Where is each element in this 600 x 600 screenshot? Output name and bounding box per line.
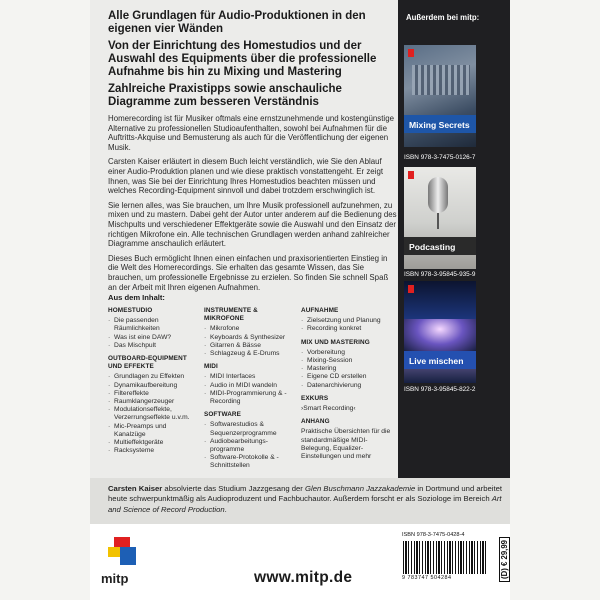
headline-line-1: Alle Grundlagen für Audio-Produktionen in den eigenen vier Wänden (108, 10, 366, 35)
microphone-stand (437, 213, 439, 229)
mixing-desk-image (412, 65, 470, 95)
toc-heading: MIDI (204, 363, 218, 371)
author-bio-part: . (224, 504, 227, 514)
toc-column-1 (108, 307, 198, 460)
toc-list (204, 325, 296, 358)
toc-item: · Modulationseffekte, Verzerrungseffekte u.v.m. (108, 406, 198, 422)
toc-list (108, 373, 198, 455)
toc-item: · Dynamikaufbereitung (108, 382, 198, 390)
author-bio-part: absolvierte das Studium Jazzgesang der (162, 484, 306, 493)
cover-title: Podcasting (409, 242, 456, 252)
toc-heading: MIX UND MASTERING (301, 338, 370, 346)
author-field: Art and Science of Record Production (108, 494, 502, 514)
author-bio-part: in Dortmund und arbeitet heute schwerpunktmäßig als Audioproduzent und Fachbuchautor. Außerdem forscht er als Soziologe im Bereich (108, 484, 503, 504)
toc-item: · Grundlagen zu Effekten (108, 373, 198, 381)
toc-heading: INSTRUMENTE & MIKROFONE (204, 307, 258, 323)
cover-title: Mixing Secrets (409, 120, 470, 130)
paragraph-2: Carsten Kaiser erläutert in diesem Buch leicht verständlich, wie Sie den Ablauf einer Audio-Produktion planen und wie diese praktisch vonstattengeht. Er zeigt Ihnen, was Sie bei der Einrichtung Ihres Homestudios beachten müssen und welches Recording-Equipment sinnvoll und dabei trotzdem erschwinglich ist. (108, 157, 384, 196)
toc-item: · Software-Protokolle & -Schnittstellen (204, 454, 296, 470)
toc-item: · Mikrofone (204, 325, 296, 333)
toc-title: Aus dem Inhalt: (108, 293, 165, 302)
mitp-mini-logo (408, 171, 414, 179)
toc-item: · Softwarestudios & Sequenzerprogramme (204, 421, 296, 437)
toc-item: · Keyboards & Synthesizer (204, 334, 296, 342)
toc-item: · Eigene CD erstellen (301, 373, 396, 381)
toc-text: ›Smart Recording‹ (301, 405, 356, 413)
author-bio (108, 484, 504, 515)
toc-item: · Recording konkret (301, 325, 396, 333)
toc-heading: HOMESTUDIO (108, 307, 153, 314)
toc-item: · MIDI Interfaces (204, 373, 296, 381)
toc-text: Praktische Übersichten für die standardmäßige MIDI-Belegung, Equalizer-Einstellungen und mehr (301, 428, 391, 461)
toc-item: · MIDI-Programmierung & -Recording (204, 390, 296, 406)
microphone-image (428, 177, 448, 213)
toc-item: · Schlagzeug & E-Drums (204, 350, 296, 358)
book-cover-mixing-secrets (404, 45, 476, 147)
toc-item: · Audiobearbeitungs-programme (204, 438, 296, 454)
publisher-url[interactable]: www.mitp.de (254, 569, 353, 586)
description-text (108, 114, 398, 297)
barcode-icon (403, 541, 486, 574)
mitp-logo-icon (106, 535, 140, 569)
toc-item: · Mic-Preamps und Kanalzüge (108, 423, 198, 439)
paragraph-1: Homerecording ist für Musiker oftmals eine ernstzunehmende und kostengünstige Alternative zu professionellen Studioaufenthalten, sowohl bei Aufnahmen für die Auftritts-Akquise und Bemusterung als auch für die Veröffentlichung der eigenen Musik. (108, 114, 394, 152)
paragraph-4: Dieses Buch ermöglicht Ihnen einen einfachen und praxisorientierten Einstieg in die Welt des Homerecordings. Sie erhalten das gesamte Wissen, das Sie brauchen, um professionelle Ergebnisse zu erzielen. So finden Sie schnell Spaß an der Arbeit mit Ihren eigenen Aufnahmen. (108, 253, 389, 292)
toc-item: · Mastering (301, 365, 396, 373)
barcode-isbn: ISBN 978-3-7475-0428-4 (402, 532, 465, 538)
headline-block (108, 10, 394, 113)
barcode-digits: 9 783747 504284 (402, 575, 452, 581)
toc-heading: EXKURS (301, 394, 329, 402)
sidebar-title: Außerdem bei mitp: (406, 13, 480, 22)
mitp-mini-logo (408, 285, 414, 293)
toc-heading: AUFNAHME (301, 307, 339, 314)
toc-column-2 (204, 307, 296, 476)
toc-item: · Multieffektgeräte (108, 439, 198, 447)
toc-heading: SOFTWARE (204, 411, 242, 419)
toc-item: · Mixing-Session (301, 357, 396, 365)
toc-list (204, 421, 296, 470)
toc-item: · Racksysteme (108, 447, 198, 455)
toc-item: · Vorbereitung (301, 349, 396, 357)
toc-heading: ANHANG (301, 418, 330, 426)
toc-item: · Das Mischpult (108, 342, 198, 350)
toc-column-3 (301, 307, 396, 466)
toc-list (301, 317, 396, 333)
headline-line-2: Von der Einrichtung des Homestudios und der Auswahl des Equipments über die professionelle Aufnahme bis hin zu Mixing und Mastering (108, 40, 377, 78)
headline-line-3: Zahlreiche Praxistipps sowie anschauliche Diagramme zum besseren Verständnis (108, 83, 342, 108)
publisher-logo-text: mitp (101, 571, 129, 586)
book-cover-podcasting (404, 167, 476, 269)
toc-list (108, 317, 198, 350)
book-isbn: ISBN 978-3-95845-822-2 (404, 386, 476, 393)
paragraph-3: Sie lernen alles, was Sie brauchen, um Ihre Musik professionell aufzunehmen, zu mixen und zu mastern. Dabei geht der Autor unter anderem auf die Bedienung des Mischpults und verschiedener Effektgeräte sowie die Auswahl und den Einsatz der richtigen Mikrofone ein. Alle technischen Grundlagen werden anhand zahlreicher Diagramme anschaulich erläutert. (108, 200, 397, 249)
cover-title: Live mischen (409, 356, 464, 366)
toc-item: · Was ist eine DAW? (108, 334, 198, 342)
toc-item: · Filtereffekte (108, 390, 198, 398)
toc-list (204, 373, 296, 406)
toc-item: · Audio in MIDI wandeln (204, 382, 296, 390)
toc-item: · Gitarren & Bässe (204, 342, 296, 350)
toc-item: · Zielsetzung und Planung (301, 317, 396, 325)
toc-item: · Datenarchivierung (301, 382, 396, 390)
author-name: Carsten Kaiser (108, 484, 163, 493)
toc-item: · Raumklangerzeuger (108, 398, 198, 406)
book-cover-live-mischen (404, 281, 476, 383)
stage-image (404, 319, 476, 353)
toc-heading: OUTBOARD-EQUIPMENT UND EFFEKTE (108, 355, 187, 371)
price-label: (D) € 29,99 (499, 537, 510, 582)
author-school: Glen Buschmann Jazzakademie (305, 484, 416, 493)
toc-list (301, 349, 396, 390)
book-isbn: ISBN 978-3-95845-935-9 (404, 271, 476, 278)
mitp-mini-logo (408, 49, 414, 57)
book-isbn: ISBN 978-3-7475-0126-7 (404, 154, 476, 161)
toc-item: · Die passenden Räumlichkeiten (108, 317, 198, 333)
